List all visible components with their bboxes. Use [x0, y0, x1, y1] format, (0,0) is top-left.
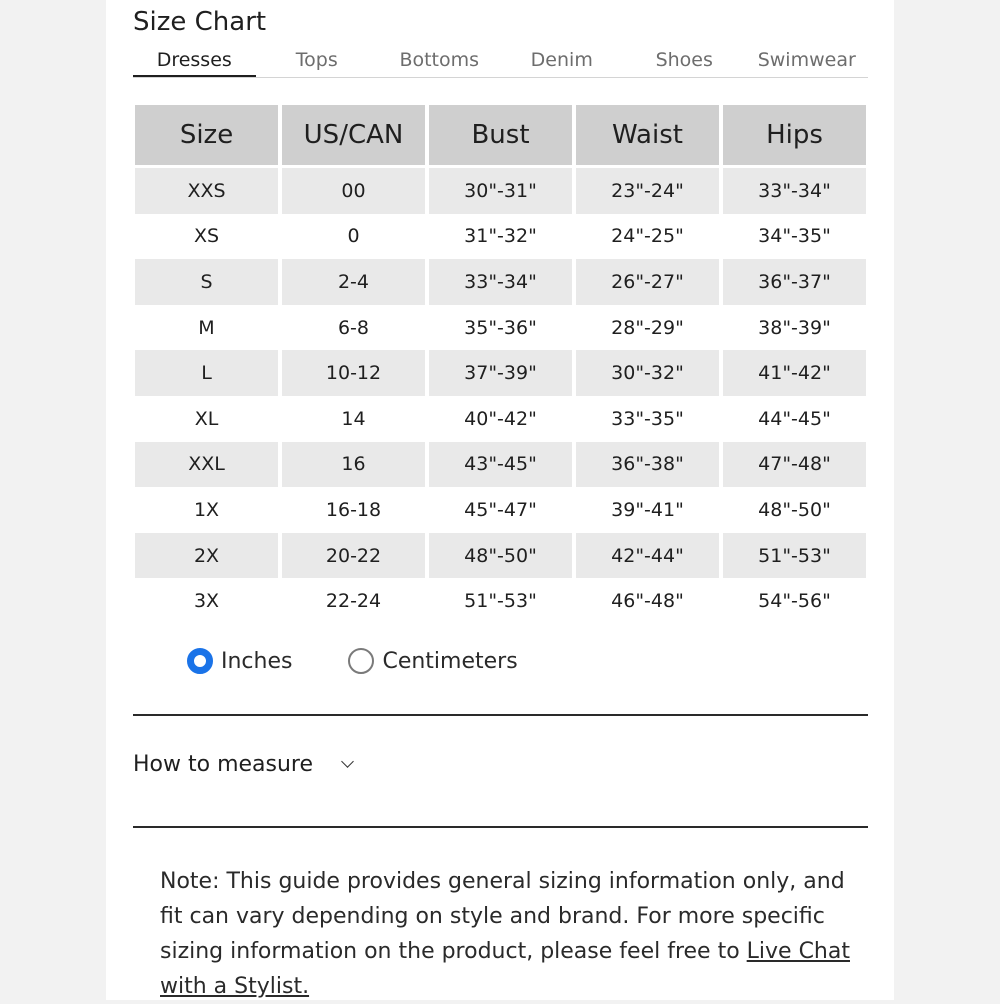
cell-bust: 40"-42" [427, 396, 574, 442]
table-body [133, 168, 868, 624]
table-row [133, 578, 868, 624]
cell-us-can: 14 [280, 396, 427, 442]
tab-dresses[interactable]: Dresses [133, 44, 256, 77]
tab-tops[interactable]: Tops [295, 49, 338, 71]
chevron-down-icon [341, 755, 354, 768]
tab-bottoms[interactable]: Bottoms [399, 49, 480, 71]
cell-waist: 42"-44" [574, 533, 721, 579]
cell-hips: 33"-34" [721, 168, 868, 214]
column-header-size: Size [133, 105, 280, 168]
cell-size: M [133, 305, 280, 351]
cell-bust: 30"-31" [427, 168, 574, 214]
table-header-row [133, 105, 868, 168]
note-text: This guide provides general sizing information only, and fit can vary depending on style and brand. For more specific sizing information on the product, please feel free to [160, 869, 845, 964]
cell-bust: 37"-39" [427, 350, 574, 396]
cell-bust: 45"-47" [427, 487, 574, 533]
table-row [133, 168, 868, 214]
cell-hips: 41"-42" [721, 350, 868, 396]
cell-hips: 54"-56" [721, 578, 868, 624]
divider-bottom [133, 826, 868, 828]
cell-bust: 43"-45" [427, 442, 574, 488]
cell-hips: 51"-53" [721, 533, 868, 579]
tab-shoes[interactable]: Shoes [655, 49, 713, 71]
cell-us-can: 0 [280, 214, 427, 260]
table-row [133, 487, 868, 533]
cell-waist: 23"-24" [574, 168, 721, 214]
cell-us-can: 00 [280, 168, 427, 214]
tab-denim[interactable]: Denim [530, 49, 593, 71]
tab-swimwear[interactable]: Swimwear [757, 49, 856, 71]
size-table [133, 105, 868, 624]
cell-waist: 24"-25" [574, 214, 721, 260]
unit-selector [187, 648, 518, 674]
table-row [133, 305, 868, 351]
live-chat-link[interactable]: Live Chat with a Stylist. [160, 939, 850, 999]
cell-us-can: 16-18 [280, 487, 427, 533]
centimeters-radio[interactable] [348, 648, 374, 674]
cell-size: XXL [133, 442, 280, 488]
column-header-hips: Hips [721, 105, 868, 168]
table-row [133, 259, 868, 305]
cell-bust: 51"-53" [427, 578, 574, 624]
how-to-measure-label: How to measure [133, 752, 314, 777]
cell-waist: 26"-27" [574, 259, 721, 305]
cell-us-can: 6-8 [280, 305, 427, 351]
cell-hips: 36"-37" [721, 259, 868, 305]
column-header-bust: Bust [427, 105, 574, 168]
inches-radio[interactable] [187, 648, 213, 674]
cell-bust: 48"-50" [427, 533, 574, 579]
table-row [133, 350, 868, 396]
how-to-measure-toggle[interactable] [133, 752, 352, 777]
cell-waist: 30"-32" [574, 350, 721, 396]
inches-label: Inches [221, 648, 293, 674]
cell-hips: 48"-50" [721, 487, 868, 533]
divider-top [133, 714, 868, 716]
cell-hips: 38"-39" [721, 305, 868, 351]
cell-us-can: 20-22 [280, 533, 427, 579]
column-header-us-can: US/CAN [280, 105, 427, 168]
table-row [133, 442, 868, 488]
column-header-waist: Waist [574, 105, 721, 168]
centimeters-option[interactable] [348, 648, 517, 674]
note-bold-label: Note: [160, 869, 220, 894]
cell-bust: 33"-34" [427, 259, 574, 305]
inches-option[interactable] [187, 648, 292, 674]
centimeters-label: Centimeters [382, 648, 518, 674]
cell-waist: 33"-35" [574, 396, 721, 442]
cell-size: S [133, 259, 280, 305]
cell-waist: 39"-41" [574, 487, 721, 533]
cell-size: XXS [133, 168, 280, 214]
cell-us-can: 2-4 [280, 259, 427, 305]
cell-size: 2X [133, 533, 280, 579]
cell-size: XL [133, 396, 280, 442]
cell-size: 3X [133, 578, 280, 624]
sizing-note [160, 864, 860, 1004]
cell-size: XS [133, 214, 280, 260]
cell-hips: 47"-48" [721, 442, 868, 488]
cell-waist: 36"-38" [574, 442, 721, 488]
cell-hips: 34"-35" [721, 214, 868, 260]
category-tabs [133, 44, 868, 78]
cell-waist: 46"-48" [574, 578, 721, 624]
cell-bust: 31"-32" [427, 214, 574, 260]
cell-bust: 35"-36" [427, 305, 574, 351]
cell-hips: 44"-45" [721, 396, 868, 442]
cell-us-can: 22-24 [280, 578, 427, 624]
cell-size: L [133, 350, 280, 396]
cell-waist: 28"-29" [574, 305, 721, 351]
cell-us-can: 16 [280, 442, 427, 488]
cell-us-can: 10-12 [280, 350, 427, 396]
table-row [133, 396, 868, 442]
cell-size: 1X [133, 487, 280, 533]
table-row [133, 533, 868, 579]
table-row [133, 214, 868, 260]
page-title: Size Chart [133, 7, 267, 37]
